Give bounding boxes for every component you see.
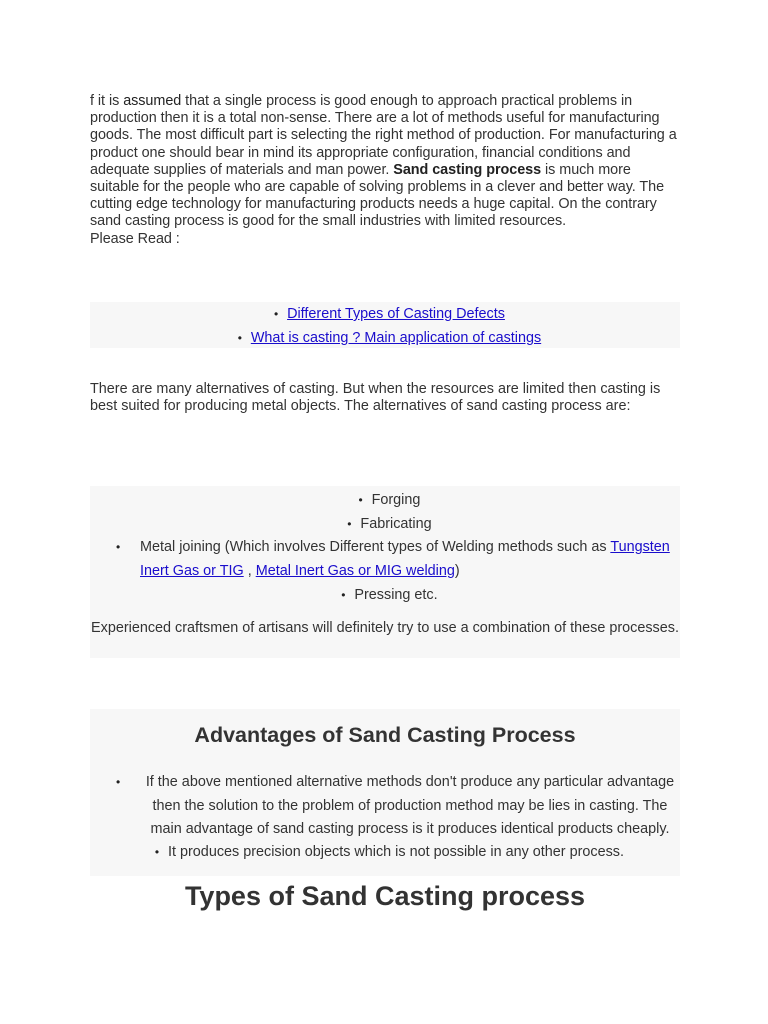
alt-metal-joining — [116, 536, 678, 583]
alternatives-block — [90, 486, 680, 658]
please-read-label: Please Read : — [90, 230, 180, 247]
bullet-icon: • — [237, 331, 242, 345]
alt-fabricating: Fabricating — [360, 515, 432, 532]
advantage-text-1: If the above mentioned alternative methods don't produce any particular advantage then the solution to the problem of production method may be lies in casting. The main advantage of sand casting process is it produces identical products cheaply. — [145, 774, 675, 837]
intro-bold-term: Sand casting process — [393, 161, 542, 178]
alternatives-list-pressing — [90, 583, 680, 607]
advantage-item-2 — [90, 841, 680, 865]
list-item — [90, 326, 680, 350]
bullet-icon: • — [341, 588, 346, 602]
metal-joining-suffix: ) — [454, 562, 460, 579]
alt-pressing: Pressing etc. — [354, 587, 438, 603]
list-item — [90, 302, 680, 326]
advantage-item-1 — [116, 771, 678, 842]
alternatives-intro: There are many alternatives of casting. But when the resources are limited then casting is best suited for producing metal objects. The alternatives of sand casting process are: — [90, 381, 661, 415]
craftsmen-paragraph: Experienced craftsmen of artisans will definitely try to use a combination of these processes. — [91, 620, 679, 636]
list-item — [90, 513, 680, 537]
advantages-heading: Advantages of Sand Casting Process — [194, 723, 576, 747]
bullet-icon: • — [154, 845, 160, 859]
link-what-is-casting[interactable]: What is casting ? Main application of castings — [250, 330, 542, 346]
link-separator: , — [243, 562, 256, 579]
types-heading: Types of Sand Casting process — [90, 876, 680, 916]
metal-joining-prefix: Metal joining (Which involves Different types of Welding methods such as — [140, 539, 611, 555]
intro-lead: f it is — [90, 93, 124, 109]
alternatives-list — [90, 489, 680, 536]
bullet-icon: • — [116, 775, 121, 789]
intro-part2: is much more suitable for the people who are capable of solving problems in a clever and better way. The cutting edge technology for manufacturing products needs a huge capital. On the contrary sand casting process is good for the small industries with limited resources. — [90, 161, 665, 230]
bullet-icon: • — [358, 493, 363, 507]
bullet-icon: • — [116, 540, 121, 554]
bullet-icon: • — [273, 307, 279, 321]
list-item — [90, 489, 680, 513]
metal-joining-text — [116, 536, 678, 583]
advantage-text-2: It produces precision objects which is not possible in any other process. — [168, 844, 624, 860]
alt-forging: Forging — [371, 492, 421, 508]
intro-part1: that a single process is good enough to approach practical problems in production then it is a total non-sense. There are a lot of methods useful for manufacturing goods. The most difficult part is selecting the right method of production. For manufacturing a product one should bear in mind its appropriate configuration, financial conditions and adequate supplies of materials and man power. — [90, 93, 677, 178]
link-mig-welding[interactable]: Metal Inert Gas or MIG welding — [255, 562, 455, 579]
link-casting-defects[interactable]: Different Types of Casting Defects — [287, 306, 505, 322]
list-item — [90, 583, 680, 607]
bullet-icon: • — [347, 516, 352, 531]
link-tig[interactable]: Tungsten Inert Gas or TIG — [140, 539, 670, 579]
read-links-block — [90, 302, 680, 348]
intro-paragraph — [90, 93, 680, 248]
read-links-list — [90, 302, 680, 350]
intro-assumed: assumed — [123, 93, 182, 109]
